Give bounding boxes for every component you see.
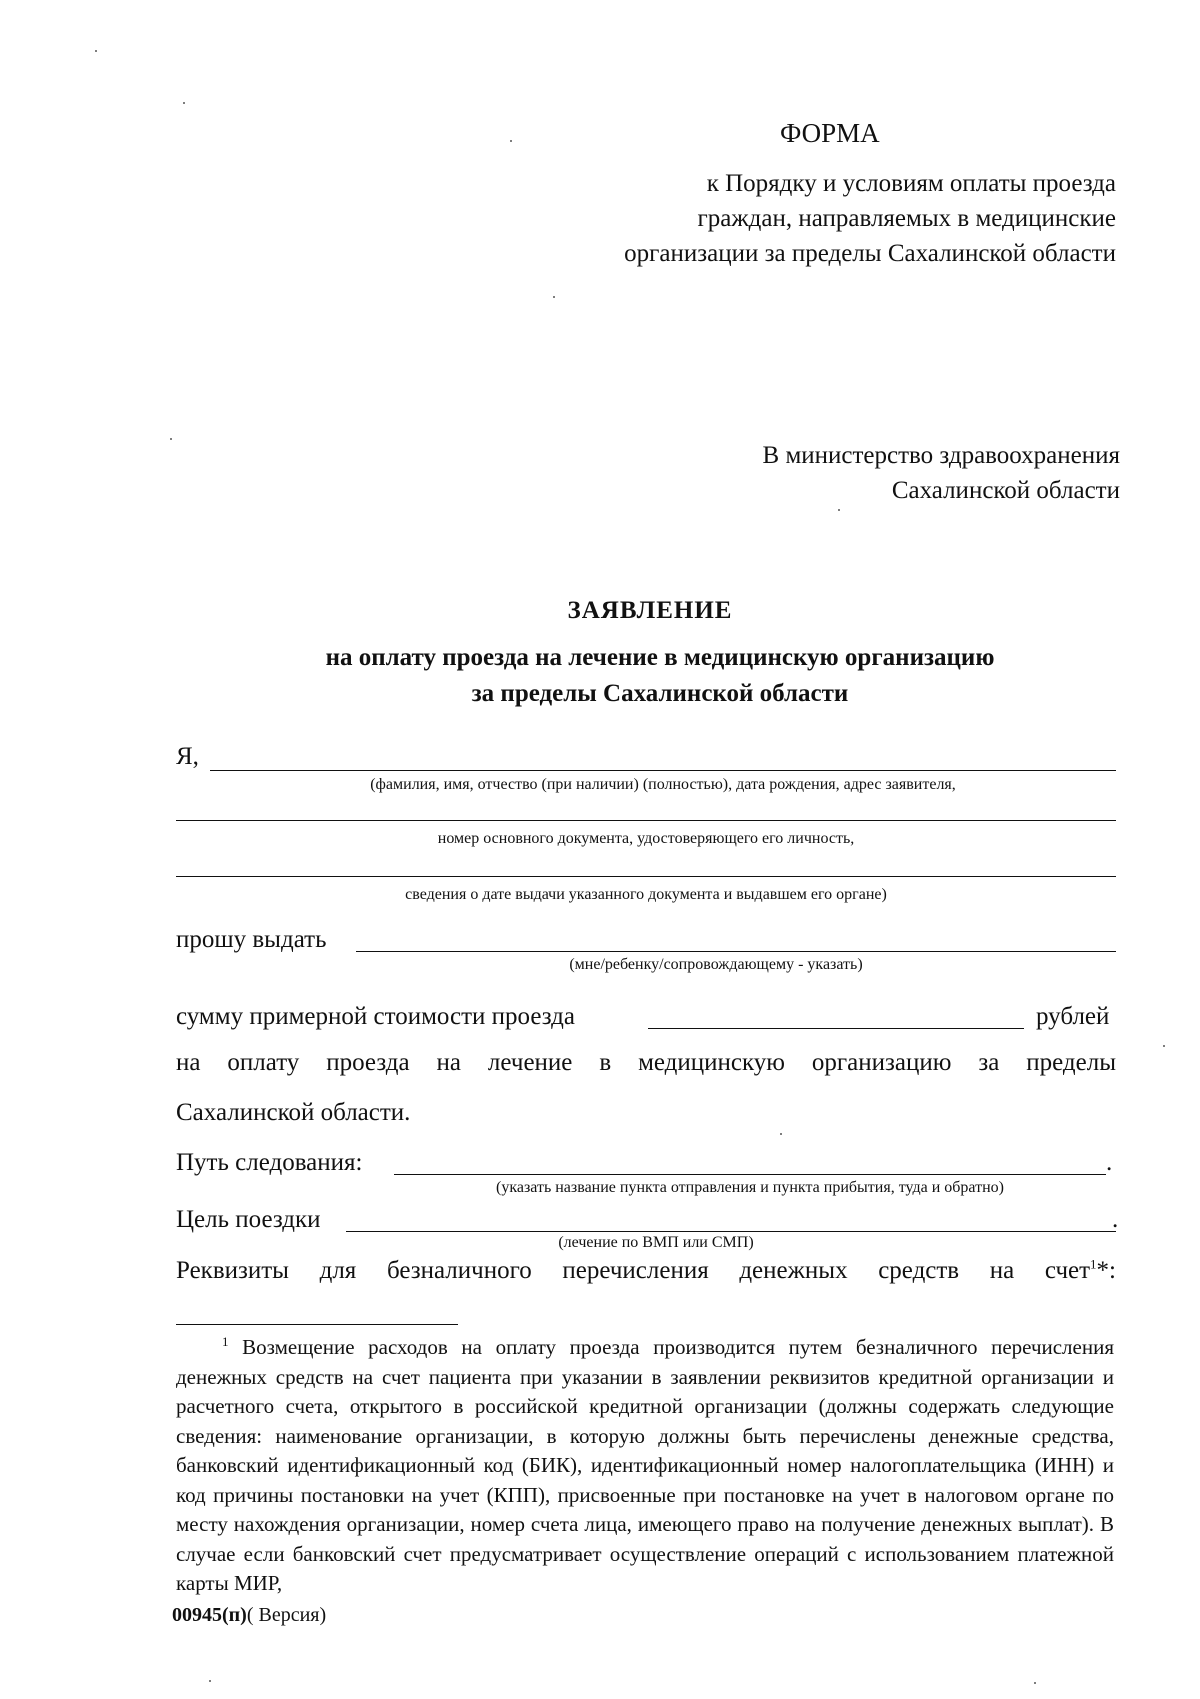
purpose-line-1: на оплату проезда на лечение в медицинскую организацию за пределы (176, 1049, 1116, 1076)
document-title: ЗАЯВЛЕНИЕ (567, 597, 733, 624)
document-code (172, 1604, 326, 1627)
applicant-prefix: Я, (176, 743, 199, 770)
doc-code: 00945(п) (172, 1604, 247, 1626)
doc-version: ( Версия) (246, 1604, 327, 1626)
request-field[interactable] (356, 951, 1116, 952)
form-subtitle-line: граждан, направляемых в медицинские (697, 205, 1116, 232)
footnote (176, 1333, 1114, 1599)
scan-speck (1163, 1045, 1165, 1047)
applicant-field[interactable] (210, 770, 1116, 771)
requisites-footnote-ref: 1 (1090, 1256, 1097, 1272)
scan-speck (95, 50, 97, 52)
amount-field[interactable] (648, 1028, 1024, 1029)
scan-speck (1034, 1682, 1036, 1684)
scan-speck (183, 102, 185, 104)
hint-route: (указать название пункта отправления и пункта прибытия, туда и обратно) (495, 1179, 1004, 1196)
hint-document: номер основного документа, удостоверяющего его личность, (437, 830, 855, 847)
scan-speck (209, 1680, 211, 1682)
route-end: . (1106, 1149, 1113, 1176)
goal-end: . (1112, 1206, 1119, 1233)
requisites-tail: *: (1096, 1257, 1116, 1284)
route-field[interactable] (394, 1174, 1106, 1175)
request-label: прошу выдать (176, 926, 327, 953)
amount-unit: рублей (1036, 1003, 1110, 1030)
hint-issued: сведения о дате выдачи указанного документа и выдавшем его органе) (405, 886, 887, 903)
document-issued-field[interactable] (176, 876, 1116, 877)
hint-goal: (лечение по ВМП или СМП) (558, 1234, 754, 1251)
document-number-field[interactable] (176, 820, 1116, 821)
footnote-marker: 1 (222, 1334, 229, 1349)
hint-request: (мне/ребенку/сопровождающему - указать) (569, 956, 863, 973)
scan-speck (510, 140, 512, 142)
document-subtitle-line: на оплату проезда на лечение в медицинскую организацию (325, 644, 995, 671)
purpose-line-2: Сахалинской области. (176, 1099, 411, 1126)
scan-speck (780, 1133, 782, 1135)
form-subtitle-line: организации за пределы Сахалинской области (624, 240, 1116, 267)
form-subtitle (470, 166, 1116, 271)
footnote-text: Возмещение расходов на оплату проезда производится путем безналичного перечисления денежных средств на счет пациента при указании в заявлении реквизитов кредитной организации и расчетного счета, открытого в российской кредитной организации (должны содержать следующие сведения: наименование организации, в которую должны быть перечислены денежные средства, банковский идентификационный код (БИК), идентификационный номер налогоплательщика (ИНН) и код причины постановки на учет (КПП), присвоенные при постановке на учет в налоговом органе по месту нахождения организации, номер счета лица, имеющего право на получение денежных выплат). В случае если банковский счет предусматривает осуществление операций с использованием платежной карты МИР, (176, 1335, 1114, 1595)
scan-speck (838, 509, 840, 511)
hint-applicant: (фамилия, имя, отчество (при наличии) (полностью), дата рождения, адрес заявителя, (370, 776, 956, 793)
goal-label: Цель поездки (176, 1206, 321, 1233)
addressee-line: В министерство здравоохранения (762, 442, 1120, 469)
requisites-line (176, 1257, 1116, 1285)
scan-speck (170, 438, 172, 440)
addressee-line: Сахалинской области (891, 477, 1120, 504)
form-title: ФОРМА (780, 118, 880, 148)
document-subtitle-line: за пределы Сахалинской области (471, 680, 849, 707)
requisites-text: Реквизиты для безналичного перечисления денежных средств на счет (176, 1257, 1091, 1284)
document-subtitle (180, 640, 1140, 712)
footnote-divider (176, 1324, 458, 1325)
scan-speck (553, 296, 555, 298)
route-label: Путь следования: (176, 1149, 363, 1176)
goal-field[interactable] (346, 1231, 1116, 1232)
form-subtitle-line: к Порядку и условиям оплаты проезда (706, 170, 1116, 197)
amount-label: сумму примерной стоимости проезда (176, 1003, 575, 1030)
addressee (600, 438, 1120, 508)
